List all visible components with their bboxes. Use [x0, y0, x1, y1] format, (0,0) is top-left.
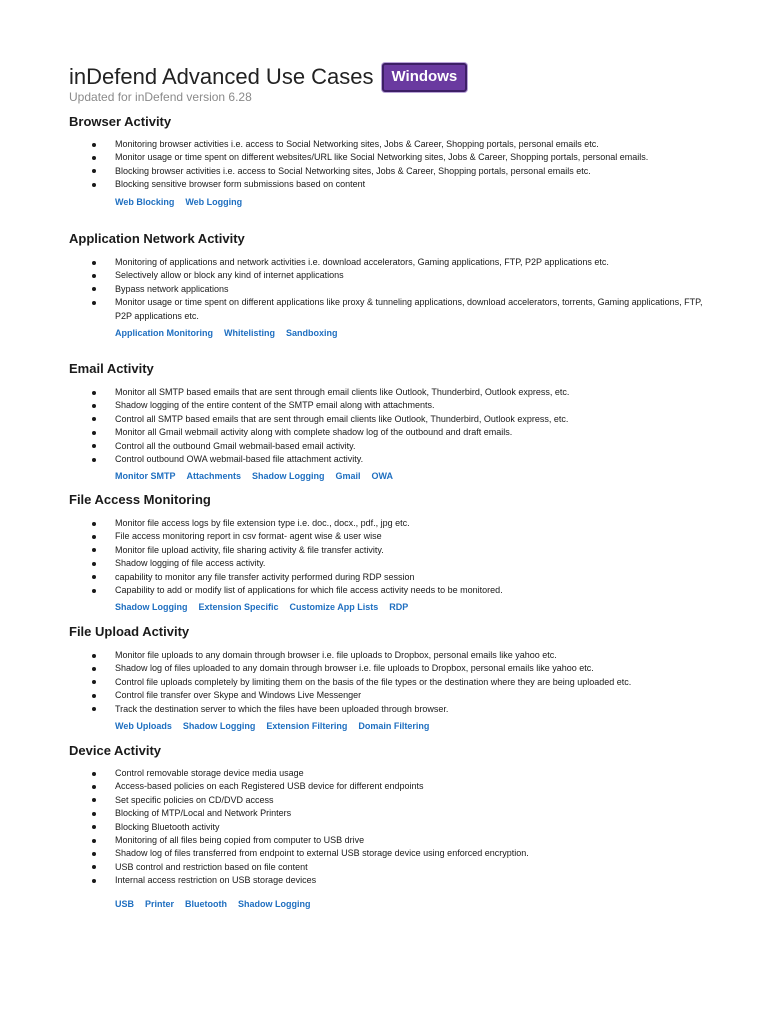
list-item: Monitor all Gmail webmail activity along with complete shadow log of the outbound and draft emails.	[69, 426, 709, 439]
section-5	[69, 743, 709, 910]
related-links	[69, 601, 709, 613]
section-4	[69, 624, 709, 732]
related-links	[69, 327, 709, 339]
related-links	[69, 470, 709, 482]
related-link[interactable]: Web Logging	[185, 196, 243, 207]
related-link[interactable]: Monitor SMTP	[115, 471, 176, 482]
list-item: Blocking sensitive browser form submissions based on content	[69, 178, 709, 191]
list-item: Shadow log of files transferred from endpoint to external USB storage device using enforced encryption.	[69, 847, 709, 860]
related-link[interactable]: Web Blocking	[115, 196, 175, 207]
section-title: Browser Activity	[69, 114, 172, 129]
section-title: File Upload Activity	[69, 624, 190, 639]
related-link[interactable]: Bluetooth	[185, 898, 228, 909]
related-links	[69, 196, 709, 208]
list-item: Blocking of MTP/Local and Network Printers	[69, 807, 709, 820]
section-title: Application Network Activity	[69, 231, 245, 246]
list-item: Monitor file upload activity, file sharing activity & file transfer activity.	[69, 544, 709, 557]
related-link[interactable]: Shadow Logging	[238, 898, 311, 909]
related-link[interactable]: RDP	[389, 602, 409, 613]
bullet-list	[69, 649, 709, 716]
related-link[interactable]: USB	[115, 898, 135, 909]
related-link[interactable]: Gmail	[335, 471, 361, 482]
related-link[interactable]: Sandboxing	[286, 328, 338, 339]
list-item: Monitor file access logs by file extension type i.e. doc., docx., pdf., jpg etc.	[69, 517, 709, 530]
related-link[interactable]: Customize App Lists	[289, 602, 379, 613]
list-item: Monitor usage or time spent on different applications like proxy & tunneling applications, download accelerators, torrents, Gaming applications, FTP, P2P applications etc.	[69, 296, 709, 323]
list-item: Control file transfer over Skype and Windows Live Messenger	[69, 689, 709, 702]
related-link[interactable]: Web Uploads	[115, 721, 172, 732]
list-item: Monitor usage or time spent on different websites/URL like Social Networking sites, Jobs & Career, Shopping portals, personal emails.	[69, 151, 709, 164]
document-page	[69, 62, 709, 104]
bullet-list	[69, 138, 709, 192]
related-link[interactable]: Application Monitoring	[115, 328, 213, 339]
list-item: Track the destination server to which the files have been uploaded through browser.	[69, 703, 709, 716]
section-title: Email Activity	[69, 361, 154, 376]
list-item: Capability to add or modify list of applications for which file access activity needs to be monitored.	[69, 584, 709, 597]
list-item: Monitor all SMTP based emails that are sent through email clients like Outlook, Thunderbird, Outlook express, etc.	[69, 386, 709, 399]
bullet-list	[69, 517, 709, 597]
related-link[interactable]: Printer	[145, 898, 175, 909]
list-item: Blocking Bluetooth activity	[69, 821, 709, 834]
list-item: capability to monitor any file transfer activity performed during RDP session	[69, 571, 709, 584]
related-link[interactable]: Shadow Logging	[115, 602, 188, 613]
list-item: Control file uploads completely by limiting them on the basis of the file types or the destination where they are being uploaded etc.	[69, 676, 709, 689]
list-item: Shadow logging of the entire content of the SMTP email along with attachments.	[69, 399, 709, 412]
list-item: USB control and restriction based on file content	[69, 861, 709, 874]
list-item: Control removable storage device media usage	[69, 767, 709, 780]
platform-badge: Windows	[382, 63, 468, 92]
list-item: Monitoring browser activities i.e. access to Social Networking sites, Jobs & Career, Shopping portals, personal emails etc.	[69, 138, 709, 151]
related-link[interactable]: Whitelisting	[224, 328, 275, 339]
list-item: Access-based policies on each Registered USB device for different endpoints	[69, 780, 709, 793]
list-item: Control all the outbound Gmail webmail-based email activity.	[69, 440, 709, 453]
list-item: Set specific policies on CD/DVD access	[69, 794, 709, 807]
section-1	[69, 231, 709, 339]
list-item: Control outbound OWA webmail-based file attachment activity.	[69, 453, 709, 466]
related-link[interactable]: Extension Specific	[198, 602, 279, 613]
section-2	[69, 361, 709, 482]
list-item: Monitoring of applications and network activities i.e. download accelerators, Gaming applications, FTP, P2P applications etc.	[69, 256, 709, 269]
related-link[interactable]: Shadow Logging	[182, 721, 256, 732]
related-links	[69, 720, 709, 732]
title-row	[69, 62, 709, 92]
list-item: Selectively allow or block any kind of internet applications	[69, 269, 709, 282]
related-link[interactable]: OWA	[371, 471, 394, 482]
related-link[interactable]: Extension Filtering	[266, 721, 348, 732]
section-title: Device Activity	[69, 743, 162, 758]
list-item: Bypass network applications	[69, 283, 709, 296]
bullet-list	[69, 767, 709, 888]
bullet-list	[69, 386, 709, 466]
list-item: Control all SMTP based emails that are sent through email clients like Outlook, Thunderbird, Outlook express, etc.	[69, 413, 709, 426]
section-3	[69, 492, 709, 613]
bullet-list	[69, 256, 709, 323]
section-title: File Access Monitoring	[69, 492, 211, 507]
version-subtitle: Updated for inDefend version 6.28	[69, 90, 252, 104]
list-item: File access monitoring report in csv format- agent wise & user wise	[69, 530, 709, 543]
list-item: Monitoring of all files being copied from computer to USB drive	[69, 834, 709, 847]
related-link[interactable]: Shadow Logging	[252, 471, 325, 482]
list-item: Monitor file uploads to any domain through browser i.e. file uploads to Dropbox, personal emails like yahoo etc.	[69, 649, 709, 662]
list-item: Shadow logging of file access activity.	[69, 557, 709, 570]
related-link[interactable]: Attachments	[186, 471, 242, 482]
related-links	[69, 898, 709, 910]
related-link[interactable]: Domain Filtering	[358, 721, 430, 732]
section-0	[69, 114, 709, 208]
list-item: Shadow log of files uploaded to any domain through browser i.e. file uploads to Dropbox, personal emails like yahoo etc.	[69, 662, 709, 675]
page-title: inDefend Advanced Use Cases	[69, 64, 374, 89]
list-item: Internal access restriction on USB storage devices	[69, 874, 709, 887]
list-item: Blocking browser activities i.e. access to Social Networking sites, Jobs & Career, Shopping portals, personal emails etc.	[69, 165, 709, 178]
